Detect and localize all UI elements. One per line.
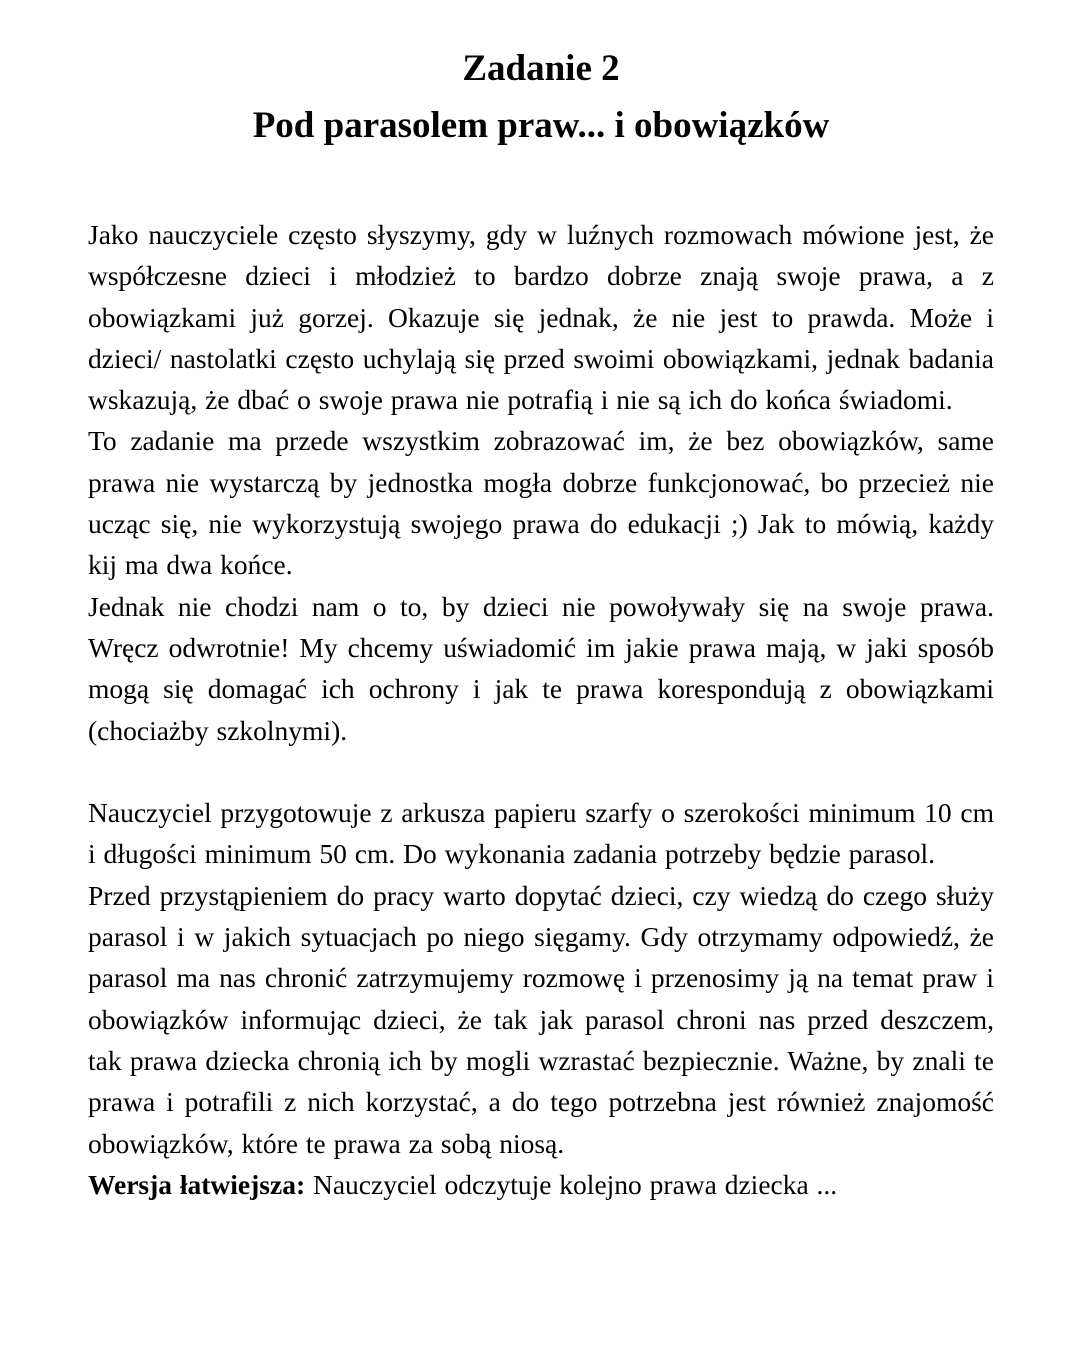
easier-version-line bbox=[88, 1164, 994, 1205]
title-line-1: Zadanie 2 bbox=[462, 48, 620, 89]
easier-version-text: Nauczyciel odczytuje kolejno prawa dziecka ... bbox=[305, 1168, 838, 1200]
paragraph-goal: To zadanie ma przede wszystkim zobrazować im, że bez obowiązków, same prawa nie wystarczą by jednostka mogła dobrze funkcjonować, bo przecież nie ucząc się, nie wykorzystują swojego prawa do edukacji ;) Jak to mówią, każdy kij ma dwa końce. bbox=[88, 425, 994, 581]
paragraph-intro: Jako nauczyciele często słyszymy, gdy w luźnych rozmowach mówione jest, że współczesne dzieci i młodzież to bardzo dobrze znają swoje prawa, a z obowiązkami już gorzej. Okazuje się jednak, że nie jest to prawda. Może i dzieci/ nastolatki często uchylają się przed swoimi obowiązkami, jednak badania wskazują, że dbać o swoje prawa nie potrafią i nie są ich do końca świadomi. bbox=[88, 219, 994, 416]
easier-version-label: Wersja łatwiejsza: bbox=[88, 1168, 306, 1200]
paragraph-instructions: Przed przystąpieniem do pracy warto dopytać dzieci, czy wiedzą do czego służy parasol i w jakich sytuacjach po niego sięgamy. Gdy otrzymamy odpowiedź, że parasol ma nas chronić zatrzymujemy rozmowę i przenosimy ją na temat praw i obowiązków informując dzieci, że tak jak parasol chroni nas przed deszczem, tak prawa dziecka chronią ich by mogli wzrastać bezpiecznie. Ważne, by znali te prawa i potrafili z nich korzystać, a do tego potrzebna jest również znajomość obowiązków, które te prawa za sobą niosą. bbox=[88, 879, 994, 1159]
paragraph-clarification: Jednak nie chodzi nam o to, by dzieci nie powoływały się na swoje prawa. Wręcz odwrotnie! My chcemy uświadomić im jakie prawa mają, w jaki sposób mogą się domagać ich ochrony i jak te prawa korespondują z obowiązkami (chociażby szkolnymi). bbox=[88, 590, 994, 746]
paragraph-materials: Nauczyciel przygotowuje z arkusza papieru szarfy o szerokości minimum 10 cm i długości minimum 50 cm. Do wykonania zadania potrzeby będzie parasol. bbox=[88, 797, 994, 870]
title-line-2: Pod parasolem praw... i obowiązków bbox=[252, 105, 830, 146]
document-title bbox=[88, 40, 994, 154]
document-body bbox=[88, 214, 994, 1205]
